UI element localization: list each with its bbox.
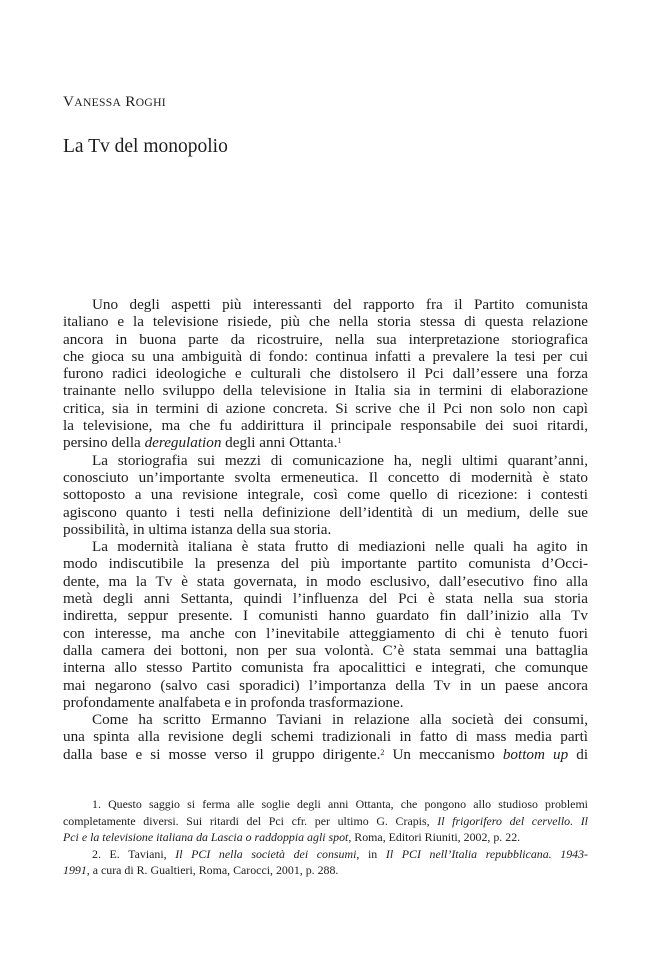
body-line: furono radici ideologiche e culturali che distolsero il Pci dall’essere una forza [63,365,588,383]
footnote-line: 1991, a cura di R. Gualtieri, Roma, Carocci, 2001, p. 288. [63,863,339,878]
body-line: persino della deregulation degli anni Ottanta.$^1$ [63,434,342,452]
body-line: che gioca su una ambiguità di fondo: continua infatti a prevalere la tesi per cui [63,347,588,365]
body-line: trainante nello sviluppo della televisione in Italia sia in termini di elaborazione [63,382,588,400]
body-line: dalla camera dei bottoni, non per sua volontà. C’è stata semmai una battaglia [63,641,588,659]
body-line: dente, ma la Tv è stata governata, in modo esclusivo, dall’esecutivo fino alla [63,572,588,590]
footnotes [63,796,588,879]
footnote-line: 2. E. Taviani, Il PCI nella società dei consumi, in Il PCI nell’Italia repubblicana. 1943- [92,846,588,861]
body-text [63,296,588,763]
body-line: Come ha scritto Ermanno Taviani in relazione alla società dei consumi, [92,711,588,729]
footnote-ref: 1 [337,436,342,446]
body-line: dalla base e si mosse verso il gruppo dirigente.$^2$ Un meccanismo bottom up di [63,745,589,763]
footnote-line: Pci e la televisione italiana da Lascia o raddoppia agli spot, Roma, Editori Riuniti, 2002, p. 22. [63,830,521,845]
footnote-line: completamente diversi. Sui ritardi del Pci cfr. per ultimo G. Crapis, Il frigorifero del cervello. Il [63,813,588,828]
footnote-line: 1. Questo saggio si ferma alle soglie degli anni Ottanta, che pongono allo studioso problemi [92,797,588,811]
chapter-title: La Tv del monopolio [63,136,228,157]
body-line: con interesse, ma anche con l’inevitabile atteggiamento di chi è tenuto fuori [63,624,588,642]
body-line: La storiografia sui mezzi di comunicazione ha, negli ultimi quarant’anni, [92,451,588,469]
body-line: agiscono quanto i testi nella definizione dell’identità di un medium, delle sue [63,503,588,521]
body-line: modo indiscutibile la presenza del più importante partito comunista d’Occi- [63,555,588,573]
body-line: una spinta alla revisione degli schemi tradizionali in fatto di mass media partì [63,728,588,746]
body-line: profondamente analfabeta e in profonda trasformazione. [63,693,404,711]
footnote-ref: 2 [380,747,385,757]
body-line: ancora in buona parte da ricostruire, nella sua interpretazione storiografica [63,330,588,348]
body-line: indiretta, seppur presente. I comunisti hanno guardato fin dall’inizio alla Tv [63,607,588,625]
author-name: VANESSA ROGHI [63,93,166,110]
body-line: Uno degli aspetti più interessanti del rapporto fra il Partito comunista [92,296,588,313]
body-line: mai negarono (salvo casi sporadici) l’importanza della Tv in un paese ancora [63,676,588,694]
body-line: sottoposto a una revisione integrale, così come quello di ricezione: i contesti [63,486,588,504]
body-line: La modernità italiana è stata frutto di mediazioni nelle quali ha agito in [92,538,588,556]
body-line: metà degli anni Settanta, quindi l’influenza del Pci è stata nella sua storia [63,590,588,608]
body-line: la televisione, ma che fu addirittura il principale responsabile dei suoi ritardi, [63,417,588,435]
body-line: critica, sia in termini di azione concreta. Si scrive che il Pci non solo non capì [63,399,588,417]
body-line: interna allo stesso Partito comunista fra apocalittici e integrati, che comunque [63,659,588,677]
body-line: possibilità, in ultima istanza della sua storia. [63,520,332,538]
body-line: conosciuto un’importante svolta ermeneutica. Il concetto di modernità è stato [63,468,588,486]
body-line: italiano e la televisione risiede, più che nella storia stessa di questa relazione [63,313,588,331]
